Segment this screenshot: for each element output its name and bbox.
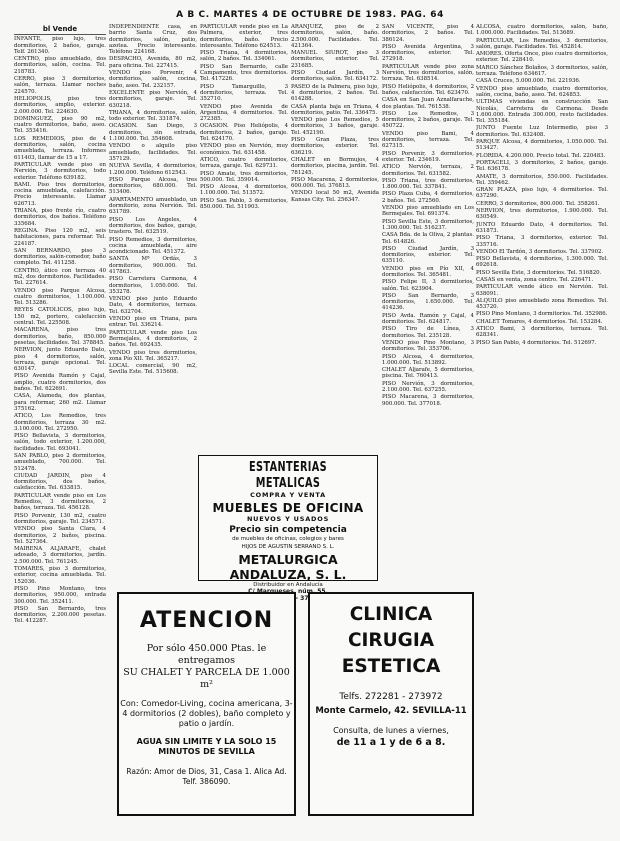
classified-ad: OCASION. Piso Heliópolis, 4 dormitorios, 2 baños, garaje. Tel. 624170. [200, 123, 288, 143]
classified-ad: VENDO piso junto Eduardo Dato, 4 dormitorios, terraza. Tel. 632704. [109, 296, 197, 315]
ad-title: ESTANTERIAS METALICAS [248, 459, 328, 491]
classified-ad: MANUEL SIUROT, piso 3 dormitorios, exterior. Tel. 231685. [291, 50, 379, 69]
classified-ad: PISO Pino Montano, 3 dormitorios. Tel. 352986. [476, 311, 608, 318]
classified-ad: PISO Tamarguillo, 3 dormitorios, terraza. Tel. 352710. [200, 83, 288, 103]
classified-ad: PISO Bellavista, 4 dormitorios, 1.300.000. Tel. 692618. [476, 256, 608, 269]
classified-ad: PISO San Pablo, 4 dormitorios. Tel. 512697. [476, 339, 597, 346]
classified-ad: EXCELENTE piso Nervión, 4 dormitorios, garaje. Tel. 630218. [109, 89, 197, 109]
classified-ad: PARTICULAR vende piso Los Bermejales, 4 dormitorios, 2 baños. Tel. 692435. [109, 329, 197, 349]
ad-title [310, 602, 472, 680]
classified-column-2 [109, 24, 197, 584]
classified-ad: GRAN PLAZA, piso lujo, 4 dormitorios. Tel. 637290. [476, 187, 608, 200]
classified-ad: CASA Cruces, 5.000.000. Tel. 221936. [476, 78, 581, 85]
classified-ad: TRIANA, 4 dormitorios, salón, todo exterior. Tel. 331874. [109, 109, 197, 123]
classified-ad: PISO Los Remedios, 3 dormitorios, 2 baños, garaje. Tel. 450722. [382, 110, 474, 130]
classified-ad: SANTA Mª Ordás, 3 dormitorios, 900.000. Tel. 417863. [109, 256, 197, 275]
ad-clinica-cirugia-estetica [308, 592, 474, 816]
classified-ad: ATICO Bami, 3 dormitorios, terraza. Tel. 628341. [476, 326, 608, 339]
classified-ad: PISO Ciudad Jardín, 3 dormitorios, salón. Tel. 634172. [291, 70, 379, 83]
classified-ad: AMATE, 3 dormitorios, 550.000. Facilidades. Tel. 359462. [476, 173, 608, 186]
classified-ad: PISO Sevilla Este, 3 dormitorios, 1.300.000. Tel. 516237. [382, 218, 474, 231]
classified-ad: PISO San Bernardo, calle Campamento, tres dormitorios. Tel. 417226. [200, 63, 288, 83]
ad-highlight: AGUA SIN LIMITE Y LA SOLO 15 MINUTOS DE SEVILLA [136, 737, 277, 756]
classified-ad: PARTICULAR vende piso en La Palmera, exterior, tres dormitorios, baño. Precio interesante. Teléfono 624513. [200, 24, 288, 49]
classified-ad: VENDO piso Pino Montano, 3 dormitorios. Tel. 353706. [382, 339, 474, 353]
classified-ad: ATICO, Los Remedios, tres dormitorios, terraza 30 m2. 3.100.000. Tel. 272950. [14, 413, 106, 432]
classified-ad: PISO Ciudad Jardín, 3 dormitorios, exterior. Tel. 635110. [382, 245, 474, 265]
classified-ad: VENDO local 50 m2, Avenida Kansas City. Tel. 256347. [291, 190, 379, 203]
classified-ad: VENDO piso Avenida de Argentina, 4 dormitorios. Tel. 272385. [200, 103, 288, 123]
classified-ad: MACARENA, piso tres dormitorios, baño, 850.000 pesetas, facilidades. Tel. 378845. [14, 327, 106, 346]
classified-ad: MARCO Sánchez Bolaños, 3 dormitorios, salón, terraza. Teléfono 634617. [476, 64, 608, 78]
classified-ad: CIUDAD JARDIN, piso 4 dormitorios, dos baños, calefacción. Tel. 633815. [14, 472, 106, 492]
classified-ad: PARQUE Alcosa, 4 dormitorios, 1.050.000. Tel. 513427. [476, 139, 608, 152]
classified-ad: JUNTO Fuente Luz Intermedio, piso 3 dormitorios. Tel. 632408. [476, 125, 608, 138]
classified-ad: PISO San Bernardo, tres dormitorios, 2.200.000 pesetas. Tel. 412287. [14, 605, 106, 625]
classified-column-4 [291, 24, 379, 452]
ad-features: Con: Comedor-Living, cocina americana, 3-4 dormitorios (2 dobles), baño completo y patio o jardín. [120, 699, 293, 728]
classified-ad: VENDO piso Porvenir, 4 dormitorios, salón, cocina, baño, aseo. Tel. 232157. [109, 70, 197, 89]
classified-ad: PISO Plaza Cuba, 4 dormitorios, 2 baños. Tel. 272560. [382, 191, 474, 204]
classified-ad: VENDO o alquilo piso amueblado, facilidades. Tel. 357129. [109, 143, 197, 162]
divider [14, 34, 106, 35]
classified-ad: APARTAMENTO amueblado, un dormitorio, zona Nervión. Tel. 631789. [109, 196, 197, 216]
ad-subtitle: COMPRA Y VENTA [250, 491, 326, 499]
classified-ad: PISO Tiro de Línea, 3 dormitorios. Tel. 235128. [382, 326, 474, 339]
classified-ad: PISO Triana, 4 dormitorios, salón, 2 baños. Tel. 334061. [200, 50, 288, 63]
classified-ad: REGINA. Piso 120 m2, seis habitaciones, para reformar. Tel. 224187. [14, 227, 106, 247]
page-header: A B C. MARTES 4 DE OCTUBRE DE 1983. PAG. 64 [176, 10, 444, 20]
ad-company: HIJOS DE AGUSTIN SERRANO S. L. [241, 543, 335, 550]
classified-ad: CASAS en venta, zona centro. Tel. 226471. [476, 276, 594, 283]
classified-ad: LOCAL comercial, 90 m2, Sevilla Este. Tel. 515608. [109, 363, 197, 376]
classified-ad: VENDO piso amueblado, cuatro dormitorios, salón, cocina, baño, aseo. Tel. 624853. [476, 85, 608, 98]
classified-column-3 [200, 24, 288, 452]
ad-title-line-3: ESTETICA [341, 656, 441, 677]
classified-ad: VENDO El Tardón, 3 dormitorios. Tel. 337902. [476, 248, 604, 255]
ad-hours-times: de 11 a 1 y de 6 a 8. [336, 737, 446, 748]
classified-ad: ULTIMAS viviendas en construcción San Nicolás, Carretera de Carmona. Desde 1.600.000. Entrada 300.000, resto facilidades. Tel. 355184. [476, 99, 608, 125]
ad-phones: Telfs. 272281 - 273972 [339, 692, 443, 702]
classified-ad: PISO Gran Plaza, tres dormitorios, exterior. Tel. 636219. [291, 137, 379, 156]
classified-ad: SAN VICENTE, piso 4 dormitorios, 2 baños. Tel. 386124. [382, 24, 474, 43]
classified-ad: INFANTE, piso lujo, tres dormitorios, 2 baños, garaje. Telf. 261340. [14, 36, 106, 55]
classified-ad: VENDO piso Parque Alcosa, cuatro dormitorios, 1.100.000. Tel. 513286. [14, 287, 106, 307]
classified-ad: PISO Alcosa, 4 dormitorios, 1.100.000. Tel. 513572. [200, 184, 288, 197]
classified-ad: ARANJUEZ, piso de 2 dormitorios, salón, baño. 2.500.000. Facilidades. Tel. 421364. [291, 24, 379, 49]
classified-ad: CHALET en Bormujos, 4 dormitorios, piscina, jardín. Tel. 781245. [291, 156, 379, 176]
ad-title: ATENCION [139, 608, 274, 633]
classified-ad: CASA, Alameda, dos plantas, para reformar, 260 m2. Llamar 375162. [14, 393, 106, 412]
ad-atencion [117, 592, 296, 816]
classified-ad: PISO Felipe II, 3 dormitorios, salón. Tel. 623904. [382, 279, 474, 292]
classified-ad: CENTRO, piso amueblado, dos dormitorios, salón, cocina. Tel. 218783. [14, 56, 106, 75]
classified-ad: DESPACHO, Avenida, 80 m2, para oficina. Tel. 227415. [109, 56, 197, 69]
classified-ad: CASA en San Juan Aznalfarache, dos plantas. Tel. 761538. [382, 97, 474, 110]
classified-ad: PARTICULAR vende piso en Los Remedios, 3 dormitorios, 2 baños, terraza. Tel. 456128. [14, 492, 106, 512]
ad-address: Monte Carmelo, 42. SEVILLA-11 [315, 706, 467, 716]
classified-ad: CASA planta baja en Triana, 4 dormitorios, patio. Tel. 336475. [291, 103, 379, 116]
classified-ad: PISO Heliópolis, 4 dormitorios, 2 baños, calefacción. Tel. 623470. [382, 83, 474, 96]
classified-ad: JUNTO Eduardo Dato, 4 dormitorios. Tel. 631873. [476, 221, 608, 234]
classified-ad: REYES CATOLICOS, piso lujo, 150 m2, portero, calefacción central. Tel. 225508. [14, 307, 106, 327]
classified-ad: PARTICULAR vende ático en Nervión. Tel. 638091. [476, 284, 608, 297]
classified-ad: INDEPENDIENTE casa, en barrio Santa Cruz, dos dormitorios, salón, patio, azotea. Precio interesante. Teléfono 224168. [109, 24, 197, 56]
classified-ad: DOMINGUEZ, piso 90 m2, cuatro dormitorios, baño, aseo. Tel. 353416. [14, 115, 106, 135]
ad-distributor: Distribuidor en Andalucía [253, 582, 323, 588]
ad-offer-plot: SU CHALET Y PARCELA DE 1.000 m² [123, 667, 290, 690]
classified-ad: CHALET Aljarafe, 5 dormitorios, piscina. Tel. 760413. [382, 367, 474, 380]
classified-ad: FLORIDA. 4.200.000. Precio total. Tel. 220483. [476, 152, 606, 159]
ad-subtitle-2: NUEVOS Y USADOS [246, 515, 330, 523]
ad-price-line: Precio sin competencia [229, 525, 347, 535]
classified-ad: PISO Sevilla Este, 3 dormitorios. Tel. 516820. [476, 269, 602, 276]
classified-ad: PISO Los Angeles, 4 dormitorios, dos baños, garaje, trastero. Tel. 632519. [109, 216, 197, 236]
classified-ad: PISO Parque Alcosa, tres dormitorios, 680.000. Tel. 513406. [109, 176, 197, 196]
classified-ad: SAN PABLO, piso 2 dormitorios, amueblado, 700.000. Tel. 512478. [14, 453, 106, 472]
classified-ad: PISO Remedios, 3 dormitorios, cocina amueblada, aire acondicionado. Tel. 451372. [109, 236, 197, 256]
classified-ad: PISO Triana, 3 dormitorios, exterior. Tel. 335716. [476, 235, 608, 248]
classified-ad: CASA Bda. de la Oliva, 2 plantas. Tel. 614826. [382, 232, 474, 245]
classified-ad: VENDO piso en Triana, para entrar. Tel. 336214. [109, 316, 197, 329]
classified-ad: ATICO Nervión, terraza, 2 dormitorios. Tel. 631582. [382, 164, 474, 177]
classified-ad: HELIOPOLIS, piso tres dormitorios, amplio, exterior. 2.000.000. Tel. 224630. [14, 95, 106, 115]
classified-ad: TRIANA, piso frente río, cuatro dormitorios, dos baños. Teléfono 335684. [14, 208, 106, 227]
ad-title-3: METALURGICA ANDALUZA, S. L. [229, 552, 347, 582]
classified-ad: VENDO piso Los Remedios, 5 dormitorios, 3 baños, garaje. Tel. 452190. [291, 117, 379, 136]
classified-ad: PISO Bellavista, 3 dormitorios, salón, todo exterior, 1.200.000, facilidades. Tel. 693041. [14, 433, 106, 452]
classified-ad: PISO Avenida Ramón y Cajal, amplio, cuatro dormitorios, dos baños. Tel. 622691. [14, 373, 106, 393]
classified-column-6 [476, 24, 608, 829]
classified-ad: PISO San Pablo, 3 dormitorios, 850.000. Tel. 511903. [200, 197, 288, 211]
ad-text: de muebles de oficinas, colegios y bares [232, 536, 344, 542]
classified-ad: PARTICULAR vende piso en Nervión, 3 dormitorios, todo exterior. Teléfono 639182. [14, 161, 106, 181]
classified-ad: MAIRENA ALJARAFE, chalet adosado, 3 dormitorios, jardín. 2.500.000. Tel. 761245. [14, 546, 106, 565]
classified-ad: CENTRO, ático con terraza 40 m2, dos dormitorios. Facilidades. Tel. 227614. [14, 267, 106, 287]
classified-ad: PISO Amate, tres dormitorios, 500.000. Tel. 359014. [200, 170, 288, 183]
classified-ad: PISO Macarena, 2 dormitorios, 600.000. Tel. 376813. [291, 176, 379, 190]
classified-ad: PISO Pino Montano, tres dormitorios, 950.000, entrada 300.000. Tel. 352411. [14, 585, 106, 605]
classified-ad: PISO Porvenir, 3 dormitorios, exterior. Tel. 234619. [382, 150, 474, 163]
classified-ad: PISO Alcosa, 4 dormitorios, 1.000.000. Tel. 513892. [382, 353, 474, 366]
classified-ad: AMORES. Oferta Once, piso cuatro dormitorios, exterior. Tel. 228410. [476, 51, 608, 64]
classified-ad: VENDO piso amueblado en Los Bermejales. Tel. 691374. [382, 205, 474, 218]
classified-ad: ATICO, cuatro dormitorios, terraza, garaje. Tel. 629731. [200, 156, 288, 170]
classified-ad: ALCOSA, cuatro dormitorios, salón, baño, 1.000.000. Facilidades. Tel. 513689. [476, 24, 608, 37]
classified-ad: PISO Macarena, 3 dormitorios, 900.000. Tel. 377018. [382, 394, 474, 407]
classified-ad: CHALET Tomares, 4 dormitorios. Tel. 153284. [476, 318, 603, 325]
classified-ad: LOS REMEDIOS, piso de 4 dormitorios, salón, cocina amueblada, terraza. Informes 611403, llamar de 15 a 17. [14, 135, 106, 161]
classified-ad: TOMARES, piso 3 dormitorios, exterior, cocina amueblada. Tel. 152036. [14, 566, 106, 585]
ad-title-line-2: CIRUGIA [347, 630, 435, 651]
classified-column-1 [14, 24, 106, 829]
ad-offer [119, 643, 294, 691]
classified-ad: VENDO piso en Nervión, muy económico. Tel. 631458. [200, 143, 288, 156]
classified-ad: PISO Nervión, 3 dormitorios, 2.100.000. Tel. 637255. [382, 380, 474, 394]
ad-hours-days: Consulta, de lunes a viernes, [333, 726, 449, 735]
classified-ad: VENDO piso tres dormitorios, zona Pío XII. Tel. 365217. [109, 349, 197, 362]
classified-ad: OCASION. San Diego, 3 dormitorios, sin entrada, 1.100.000. Tel. 354608. [109, 123, 197, 143]
ad-title-line-1: CLINICA [349, 604, 433, 625]
classified-ad: NUEVA Sevilla, 4 dormitorios, 1.200.000. Teléfono 612543. [109, 163, 197, 176]
classified-ad: VENDO piso en Pío XII, 4 dormitorios. Tel. 365481. [382, 265, 474, 278]
classified-ad: PASEO de la Palmera, piso lujo, 4 dormitorios, 2 baños. Tel. 614288. [291, 83, 379, 103]
ad-contact: Razón: Amor de Dios, 31, Casa 1. Alica Ad. Telf. 386090. [126, 767, 287, 786]
classified-ad: CERRO, piso 3 dormitorios, salón, terraza. Llamar noches 224570. [14, 76, 106, 95]
classified-ad: SAN BERNARDO, piso 3 dormitorios, salón-comedor, baño completo. Tel. 411258. [14, 247, 106, 267]
classified-ad: PISO Avda. Ramón y Cajal, 4 dormitorios. Tel. 624817. [382, 312, 474, 326]
ad-phones: - 37 [295, 595, 309, 602]
ad-estanterias-metalicas [198, 455, 378, 602]
classified-ad: PORTACELI, 3 dormitorios, 2 baños, garaje. Tel. 636178. [476, 159, 608, 173]
classified-ad: PISO Carretera Carmona, 4 dormitorios, 1.050.000. Tel. 353278. [109, 276, 197, 295]
classified-ad: VENDO piso Bami, 4 dormitorios, terraza. Tel. 627315. [382, 130, 474, 150]
classified-ad: PARTICULAR vende piso zona Nervión, tres dormitorios, salón, terraza. Tel. 638514. [382, 63, 474, 83]
classified-ad: BAMI. Piso tres dormitorios, cocina amueblada, calefacción. Precio interesante. Llamar 626713. [14, 181, 106, 207]
classified-ad: PARTICULAR, Los Remedios, 3 dormitorios, salón, garaje. Facilidades. Tel. 452814. [476, 37, 608, 50]
ad-address: núm. [298, 588, 316, 595]
classified-ad: PISO San Bernardo, 3 dormitorios, 1.650.000. Tel. 414236. [382, 292, 474, 312]
classified-ad: VENDO piso Santa Clara, 4 dormitorios, 2 baños, piscina. Tel. 527364. [14, 526, 106, 545]
classified-ad: CERRO, 3 dormitorios, 800.000. Tel. 358261. [476, 200, 600, 207]
classified-ad: ALQUILO piso amueblado zona Remedios. Tel. 453720. [476, 297, 608, 311]
classified-ad: PISO Triana, tres dormitorios, 1.800.000. Tel. 337841. [382, 177, 474, 191]
ad-title-2: MUEBLES DE OFICINA [212, 501, 364, 515]
classified-ad: PISO Porvenir, 130 m2, cuatro dormitorios, garaje. Tel. 234571. [14, 512, 106, 525]
ad-offer-price: Por sólo 450.000 Ptas. le entregamos [146, 643, 267, 666]
section-heading: bl Vende [42, 25, 78, 33]
classified-ad: PISO Avenida Argentina, 3 dormitorios, exterior. Tel. 272918. [382, 43, 474, 63]
classified-ad: NERVION, tres dormitorios, 1.900.000. Tel. 630549. [476, 208, 608, 221]
classified-ad: NERVION, junto Eduardo Dato, piso 4 dormitorios, salón, terraza, garaje opcional. Tel. 630147. [14, 347, 106, 373]
